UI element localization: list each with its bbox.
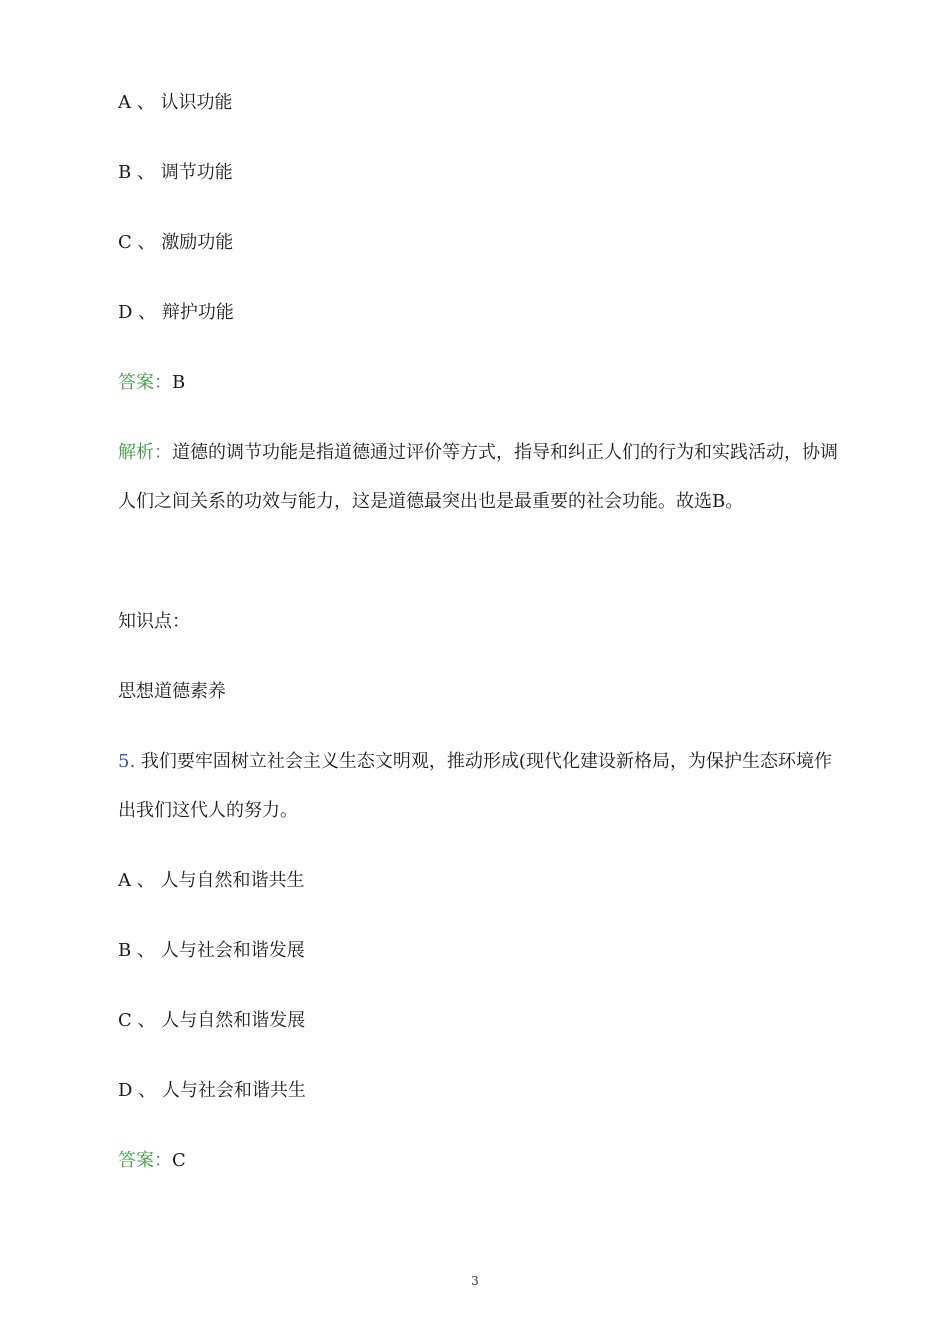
- option-letter: D: [118, 1080, 133, 1101]
- option-text: 辩护功能: [161, 302, 234, 323]
- option-separator: 、: [137, 232, 156, 253]
- option-text: 人与社会和谐共生: [161, 1080, 306, 1101]
- answer-label: 答案：: [118, 1150, 172, 1171]
- option-text: 人与自然和谐共生: [160, 870, 305, 891]
- option-letter: B: [118, 162, 132, 183]
- q4-option-c: [118, 231, 233, 255]
- option-letter: D: [118, 302, 133, 323]
- q5-option-b: [118, 939, 305, 963]
- option-letter: C: [118, 1010, 132, 1031]
- q4-analysis: [118, 428, 838, 526]
- option-letter: C: [118, 232, 132, 253]
- q5-answer: [118, 1149, 186, 1173]
- page-number: 3: [471, 1274, 479, 1288]
- q5-stem: [118, 737, 838, 835]
- option-text: 激励功能: [161, 232, 234, 253]
- option-letter: A: [118, 870, 131, 891]
- q4-option-a: [118, 91, 232, 115]
- q5-option-c: [118, 1009, 305, 1033]
- question-text: 我们要牢固树立社会主义生态文明观，推动形成(现代化建设新格局，为保护生态环境作出我们这代人的努力。: [118, 751, 832, 821]
- option-separator: 、: [138, 302, 157, 323]
- answer-value: C: [172, 1150, 186, 1171]
- option-separator: 、: [136, 92, 155, 113]
- q5-option-d: [118, 1079, 306, 1103]
- q4-knowledge-label: 知识点：: [118, 611, 190, 632]
- option-separator: 、: [138, 1080, 157, 1101]
- option-separator: 、: [136, 162, 155, 183]
- option-text: 人与自然和谐发展: [161, 1010, 306, 1031]
- analysis-text: 道德的调节功能是指道德通过评价等方式，指导和纠正人们的行为和实践活动，协调人们之间关系的功效与能力，这是道德最突出也是最重要的社会功能。故选B。: [118, 442, 838, 512]
- option-separator: 、: [136, 940, 155, 961]
- answer-label: 答案：: [118, 372, 172, 393]
- option-letter: B: [118, 940, 132, 961]
- q4-option-d: [118, 301, 234, 325]
- question-number: 5.: [118, 751, 136, 772]
- analysis-label: 解析：: [118, 442, 172, 463]
- option-text: 人与社会和谐发展: [160, 940, 305, 961]
- option-text: 认识功能: [160, 92, 233, 113]
- option-text: 调节功能: [160, 162, 233, 183]
- option-letter: A: [118, 92, 131, 113]
- answer-value: B: [172, 372, 186, 393]
- option-separator: 、: [137, 1010, 156, 1031]
- q4-knowledge-value: 思想道德素养: [118, 681, 226, 702]
- q4-answer: [118, 371, 185, 395]
- q4-option-b: [118, 161, 233, 185]
- q5-option-a: [118, 869, 304, 893]
- option-separator: 、: [136, 870, 155, 891]
